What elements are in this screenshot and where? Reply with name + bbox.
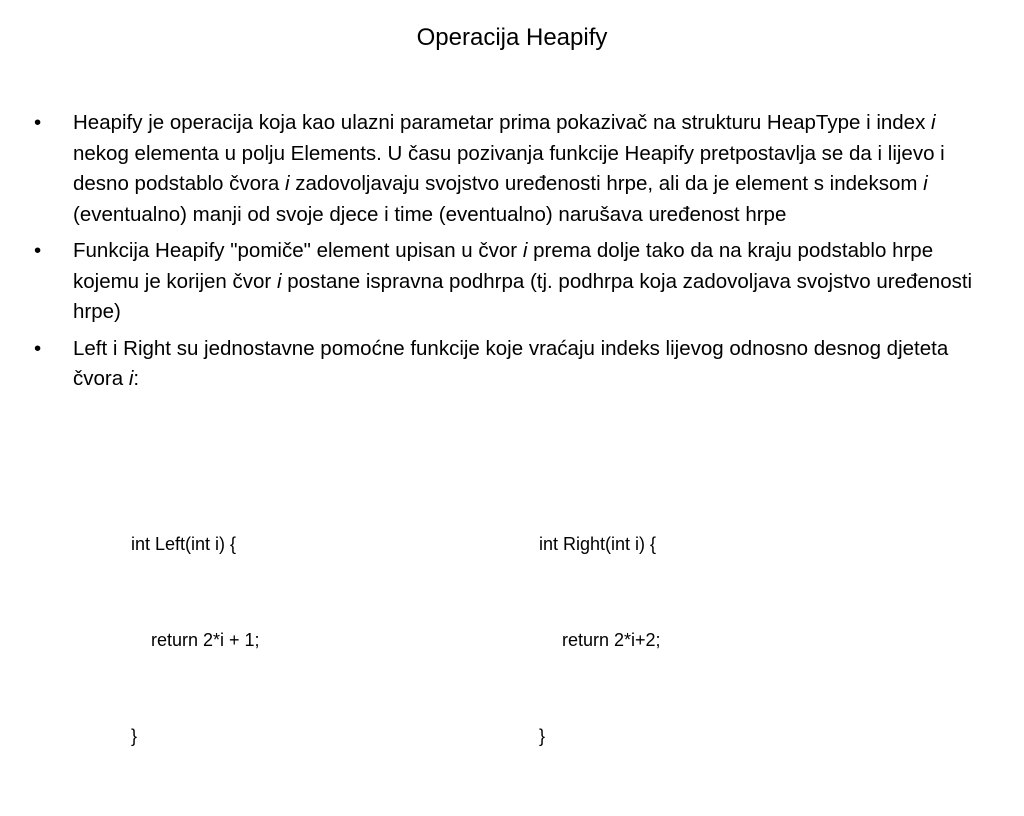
bullet-list — [30, 108, 995, 401]
italic-variable: i — [923, 172, 928, 195]
italic-variable: i — [522, 239, 528, 262]
text-segment: : — [133, 367, 140, 390]
bullet-text — [73, 239, 972, 323]
code-line: } — [539, 726, 546, 746]
bullet-text — [73, 111, 945, 226]
text-segment: postane ispravna podhrpa (tj. podhrpa koja zadovoljava svojstvo uređenosti hrpe) — [73, 269, 973, 323]
text-segment: (eventualno) manji od svoje djece i time (eventualno) narušava uređenost hrpe — [73, 202, 787, 226]
bullet-text — [73, 337, 948, 391]
code-line: int Right(int i) { — [539, 534, 657, 554]
text-segment: Left i Right su jednostavne pomoćne funkcije koje vraćaju indeks lijevog odnosno desnog djeteta čvora — [73, 336, 949, 390]
code-block-left — [131, 464, 260, 816]
text-segment: nekog elementa u polju Elements. U času pozivanja funkcije Heapify pretpostavlja se da i lijevo i desno podstablo čvora — [73, 141, 945, 195]
code-line: } — [131, 726, 138, 746]
code-block-right — [539, 464, 661, 816]
italic-variable: i — [931, 111, 936, 134]
bullet-item — [30, 334, 995, 395]
bullet-symbol: • — [34, 336, 42, 360]
text-segment: zadovoljavaju svojstvo uređenosti hrpe, ali da je element s indeksom — [289, 172, 924, 195]
italic-variable: i — [128, 367, 134, 390]
italic-variable: i — [284, 172, 290, 195]
bullet-symbol: • — [34, 239, 42, 262]
code-line: return 2*i + 1; — [151, 630, 260, 650]
slide-title: Operacija Heapify — [416, 24, 608, 51]
bullet-item — [30, 236, 995, 328]
bullet-symbol: • — [34, 111, 42, 134]
italic-variable: i — [276, 269, 282, 293]
code-line: return 2*i+2; — [562, 630, 661, 650]
bullet-item — [30, 108, 995, 230]
text-segment: prema dolje tako da na kraju podstablo hrpe kojemu je korijen čvor — [73, 239, 934, 293]
code-line: int Left(int i) { — [131, 534, 237, 554]
text-segment: Funkcija Heapify "pomiče" element upisan u čvor — [73, 239, 523, 262]
text-segment: Heapify je operacija koja kao ulazni parametar prima pokazivač na strukturu HeapType i index — [73, 111, 932, 134]
